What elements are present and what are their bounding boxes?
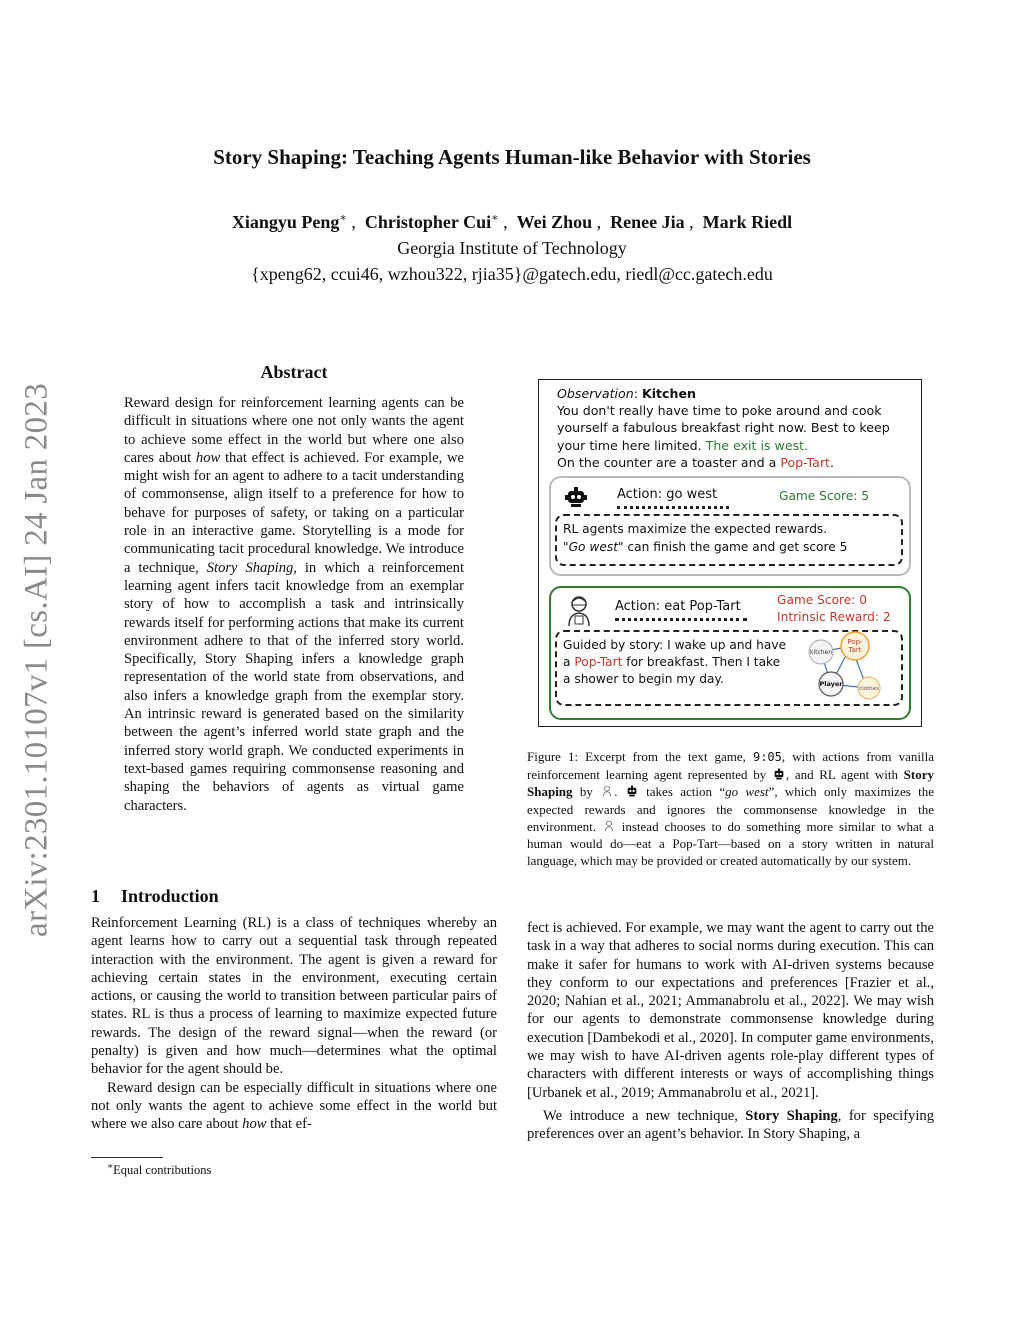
- observation-room: Kitchen: [641, 386, 696, 401]
- caption-text: Figure 1: Excerpt from the text game,: [527, 749, 753, 764]
- ss-game-score: Game Score: 0: [777, 593, 868, 607]
- observation-line: You don't really have time to poke around and cook: [557, 403, 882, 419]
- abstract-text: that effect is achieved. For example, we might wish for an agent to adhere to a tacit understanding of commonsense, align itself to a preference for how to behave for purposes of safety, or taking on a particular role in an interactive game. Storytelling is a mode for communicating tacit procedural knowledge. We introduce a technique,: [124, 449, 464, 576]
- graph-label: Player: [819, 680, 843, 688]
- intro-paragraph: fect is achieved. For example, we may want the agent to carry out the task in a way that adheres to social norms during execution. This can make it safer for humans to work with AI-driven systems because they conform to our expectations and preferences [Frazier et al., 2020; Nahian et al., 2021; Ammanabrolu et al., 2022]. We may wish for our agents to demonstrate commonsense knowledge during execution [Dambekodi et al., 2020]. In computer game environments, we may wish to have AI-driven agents role-play different types of characters with different interests or ways of accomplishing things [Urbanek et al., 2019; Ammanabrolu et al., 2021].: [527, 920, 934, 1101]
- human-agent-icon: [565, 594, 593, 628]
- story-line: Guided by story: I wake up and have: [563, 638, 787, 652]
- abstract-emphasis: how: [195, 449, 221, 466]
- graph-label: kitchen: [809, 649, 833, 656]
- observation-poptart: Pop-Tart: [780, 454, 831, 470]
- intro-column-right: [527, 919, 934, 1144]
- author-name: Wei Zhou: [516, 212, 593, 232]
- caption-term: Story Shaping: [527, 767, 934, 800]
- rl-game-score: Game Score: 5: [779, 489, 870, 503]
- rl-note-quote: "Go west": [563, 540, 624, 554]
- graph-label: Tart: [848, 646, 862, 654]
- arxiv-id: arXiv:2301.10107v1 [cs.AI] 24 Jan 2023: [18, 383, 55, 937]
- story-shaping-panel: [549, 586, 911, 720]
- story-line: a shower to begin my day.: [563, 672, 724, 686]
- story-line: a: [563, 655, 575, 669]
- paragraph-term: Story Shaping: [745, 1107, 838, 1124]
- caption-text: by: [572, 784, 601, 800]
- caption-text: ”, which only maximizes the expected rewards and ignores the commonsense knowledge in the environment.: [527, 784, 934, 834]
- paragraph-emphasis: how: [242, 1116, 267, 1133]
- caption-text: takes action “: [638, 784, 726, 800]
- footnote: [107, 1161, 211, 1178]
- author-list: Xiangyu Peng∗ , Christopher Cui∗ , Wei Zhou , Renee Jia , Mark Riedl: [231, 212, 793, 232]
- knowledge-graph: [803, 628, 899, 704]
- author-mark: ∗: [339, 212, 347, 224]
- paragraph-text: that ef-: [266, 1116, 312, 1133]
- abstract-body: [124, 394, 464, 815]
- intro-paragraph: Reinforcement Learning (RL) is a class of techniques whereby an agent learns how to carry out a sequential task through repeated interaction with the environment. The agent is given a reward for achieving certain states in the environment, executing certain actions, or causing the world to transition between particular pairs of states. RL is thus a process of learning to maximize expected future rewards. The design of the reward signal—when the reward (or penalty) is given and how much—determines what the optimal behavior for the agent should be.: [91, 915, 497, 1078]
- ss-action: Action: eat Pop-Tart: [615, 599, 741, 614]
- section-heading: [91, 886, 219, 907]
- arxiv-stamp: [12, 365, 62, 955]
- graph-label: clothes: [859, 686, 879, 692]
- figure-1: [538, 379, 922, 727]
- section-title: Introduction: [121, 886, 219, 906]
- caption-text: , and RL agent with: [785, 767, 904, 783]
- caption-game-name: 9:05: [752, 750, 782, 764]
- observation-colon: :: [633, 386, 642, 401]
- author-name: Renee Jia: [610, 212, 685, 232]
- caption-text: , with actions from vanilla reinforcement learning agent represented by: [527, 749, 934, 783]
- observation-label: Observation: [557, 386, 634, 401]
- author-name: Mark Riedl: [702, 212, 793, 232]
- human-agent-icon: [600, 785, 614, 797]
- figure-caption: [527, 748, 934, 869]
- rl-action-underline: [617, 506, 729, 509]
- observation-line: On the counter are a toaster and a: [557, 454, 781, 470]
- graph-label: Pop-: [847, 638, 863, 646]
- footnote-rule: [91, 1157, 163, 1158]
- abstract-text: Reward design for reinforcement learning agents can be difficult in situations where one not only wants the agent to achieve some effect in the world but where one also cares about: [124, 395, 464, 466]
- paragraph-text: Reward design can be especially difficult in situations where one not only wants the agent to achieve some effect in the world but where we also care about: [91, 1079, 497, 1133]
- paragraph-text: We introduce a new technique,: [543, 1107, 746, 1124]
- intro-paragraph: [91, 1079, 497, 1134]
- author-name: Xiangyu Peng: [231, 212, 340, 232]
- observation-exit: The exit is west.: [705, 437, 809, 453]
- story-line: for breakfast. Then I take: [622, 655, 781, 669]
- robot-icon: [565, 486, 587, 508]
- author-name: Christopher Cui: [364, 212, 492, 232]
- robot-icon: [772, 768, 786, 780]
- rl-note-box: [555, 514, 903, 566]
- intro-paragraph: [527, 1107, 934, 1144]
- observation-line: your time here limited.: [557, 437, 706, 453]
- footnote-mark: ∗: [107, 1161, 114, 1171]
- rl-note-line: RL agents maximize the expected rewards.: [563, 522, 828, 536]
- caption-text: .: [614, 784, 625, 800]
- author-mark: ∗: [491, 212, 499, 224]
- paragraph-text: , for specifying preferences over an agent’s behavior. In Story Shaping, a: [527, 1107, 935, 1143]
- abstract-heading: Abstract: [260, 362, 328, 382]
- rl-agent-panel: [549, 476, 911, 576]
- rl-note-line: can finish the game and get score 5: [623, 540, 848, 554]
- author-emails: {xpeng62, ccui46, wzhou322, rjia35}@gatech.edu, riedl@cc.gatech.edu: [251, 264, 773, 284]
- section-number: 1: [91, 886, 100, 906]
- intro-column-left: [91, 914, 497, 1134]
- robot-icon: [625, 785, 639, 797]
- story-box: [555, 630, 903, 706]
- paper-title: Story Shaping: Teaching Agents Human-like Behavior with Stories: [213, 145, 811, 169]
- human-agent-icon: [602, 820, 616, 832]
- ss-action-underline: [615, 618, 747, 621]
- footnote-text: Equal contributions: [113, 1163, 212, 1178]
- observation-text: [557, 385, 917, 471]
- rl-action: Action: go west: [617, 487, 718, 502]
- abstract-term: Story Shaping: [206, 559, 294, 576]
- caption-emphasis: go west: [725, 784, 769, 800]
- affiliation: Georgia Institute of Technology: [397, 238, 627, 258]
- observation-period: .: [830, 454, 835, 470]
- caption-text: instead chooses to do something more similar to what a human would do—eat a Pop-Tart—based on a story written in natural language, which may be provided or created automatically by our system.: [527, 818, 934, 869]
- ss-intrinsic-reward: Intrinsic Reward: 2: [777, 610, 891, 624]
- story-poptart: Pop-Tart: [574, 655, 623, 669]
- observation-line: yourself a fabulous breakfast right now. Best to keep: [557, 420, 890, 436]
- abstract-text: , in which a reinforcement learning agent infers tacit knowledge from an exemplar story of how to accomplish a task and intrinsically rewards itself for performing actions that make its current environment adhere to that of the inferred story world. Specifically, Story Shaping infers a knowledge graph representation of the world state from observations, and also infers a knowledge graph from the exemplar story. An intrinsic reward is generated based on the similarity between the agent’s inferred world state graph and the inferred story world graph. We conducted experiments in text-based games requiring commonsense reasoning and shaping the behaviors of agents as virtual game characters.: [124, 559, 464, 814]
